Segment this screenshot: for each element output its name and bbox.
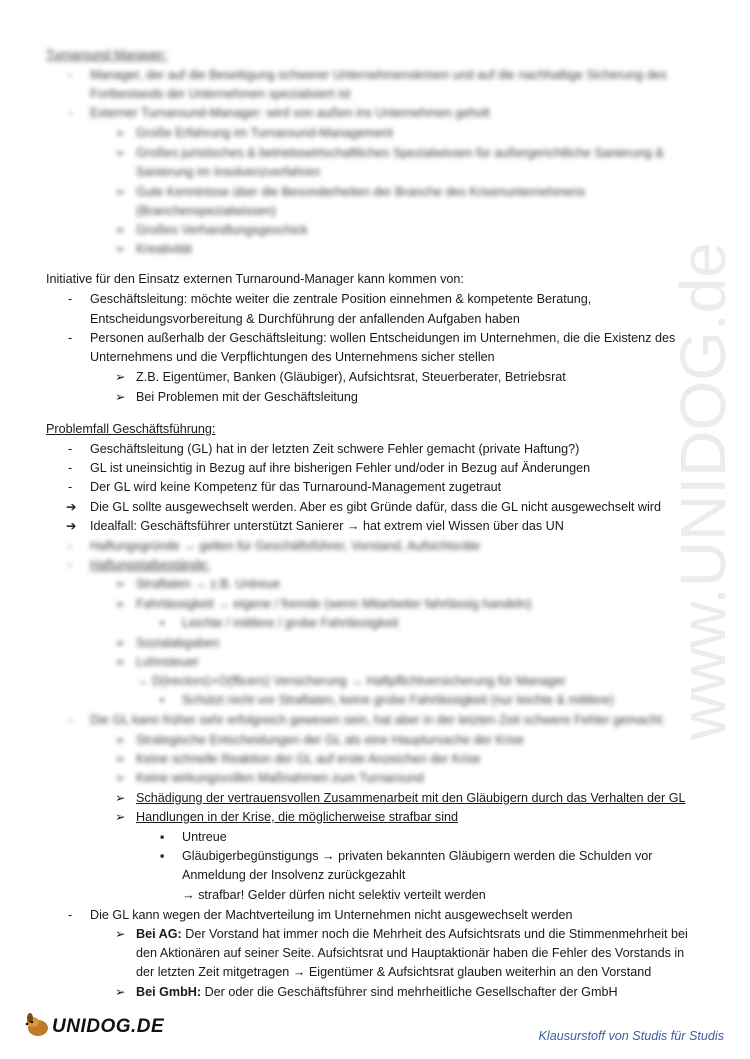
bottom-line: Schädigung der vertrauensvollen Zusammenarbeit mit den Gläubigern durch das Verhalten der GL <box>136 791 686 805</box>
blurred-line: Großes Verhandlungsgeschick <box>136 223 308 237</box>
problem-line: Geschäftsleitung (GL) hat in der letzten Zeit schwere Fehler gemacht (private Haftung?) <box>90 442 580 456</box>
blurred-line: Keine wirkungsvollen Maßnahmen zum Turnaround <box>136 771 424 785</box>
initiative-line: Bei Problemen mit der Geschäftsleitung <box>136 390 358 404</box>
blurred-line: Große Erfahrung im Turnaround-Management <box>136 126 393 140</box>
problem-line: Idealfall: Geschäftsführer unterstützt Sanierer → hat extrem viel Wissen über das UN <box>90 519 564 533</box>
arrow-bullet: ➢ <box>115 126 126 140</box>
arrow-bullet: ➢ <box>115 390 126 404</box>
watermark: www.UNIDOG.de <box>667 242 739 740</box>
arrow-bullet: ➢ <box>115 370 126 384</box>
bottom-line: Handlungen in der Krise, die möglicherweise strafbar sind <box>136 810 459 824</box>
arrow-bullet: ➢ <box>115 577 126 591</box>
gmbh-label: Bei GmbH: <box>136 985 202 999</box>
gmbh-text: Der oder die Geschäftsführer sind mehrheitliche Gesellschafter der GmbH <box>201 985 618 999</box>
bottom-line <box>136 925 688 945</box>
logo-text: UNIDOG.DE <box>52 1016 165 1037</box>
blurred-line: Externer Turnaround-Manager: wird von außen ins Unternehmen geholt <box>90 106 490 120</box>
arrow-bullet: ➢ <box>115 985 126 999</box>
initiative-line: Z.B. Eigentümer, Banken (Gläubiger), Aufsichtsrat, Steuerberater, Betriebsrat <box>136 370 566 384</box>
bottom-line: Gläubigerbegünstigungs → privaten bekannten Gläubigern werden die Schulden vor <box>182 849 653 863</box>
bottom-line: → strafbar! Gelder dürfen nicht selektiv verteilt werden <box>182 888 486 902</box>
ag-label: Bei AG: <box>136 927 182 941</box>
arrow-bullet: ➢ <box>115 242 126 256</box>
dash-bullet: - <box>68 68 73 82</box>
bottom-line: der letzten Zeit mitgetragen → Eigentümer & Aufsichtsrat glauben weiterhin an den Vorstand <box>136 965 652 979</box>
arrow-bullet: ➢ <box>115 636 126 650</box>
initiative-line: Geschäftsleitung: möchte weiter die zentrale Position einnehmen & kompetente Beratung, <box>90 292 592 306</box>
blurred-line: Die GL kann früher sehr erfolgreich gewesen sein, hat aber in der letzten Zeit schwere Fehler gemacht: <box>90 713 665 727</box>
dash-bullet: - <box>68 331 73 345</box>
blurred-line: Haftungsgründe → gelten für Geschäftsführer, Vorstand, Aufsichtsräte <box>90 539 480 553</box>
dash-bullet: - <box>68 106 73 120</box>
dash-bullet: - <box>68 558 73 572</box>
dash-bullet: - <box>68 713 73 727</box>
arrow-bullet: ➢ <box>115 927 126 941</box>
bottom-line: Die GL kann wegen der Machtverteilung im Unternehmen nicht ausgewechselt werden <box>90 908 573 922</box>
footer-tagline: Klausurstoff von Studis für Studis <box>538 1029 724 1043</box>
dash-bullet: - <box>68 442 73 456</box>
blurred-line: Keine schnelle Reaktion der GL auf erste Anzeichen der Krise <box>136 752 481 766</box>
arrow-bullet: ➢ <box>115 791 126 805</box>
square-bullet: ▪ <box>160 849 165 863</box>
initiative-intro: Initiative für den Einsatz externen Turnaround-Manager kann kommen von: <box>46 272 464 286</box>
blurred-line: (Branchenspezialwissen) <box>136 204 276 218</box>
dash-bullet: - <box>68 480 73 494</box>
bold-arrow-icon: ➔ <box>66 519 77 533</box>
blurred-line: Lohnsteuer <box>136 655 200 669</box>
blurred-line: Leichte / mittlere / grobe Fahrlässigkeit <box>182 616 399 630</box>
arrow-bullet: ➢ <box>115 185 126 199</box>
blurred-line: Sanierung im Insolvenzverfahren <box>136 165 321 179</box>
problem-line: Die GL sollte ausgewechselt werden. Aber es gibt Gründe dafür, dass die GL nicht ausgewechselt wird <box>90 500 661 514</box>
bottom-line: Anmeldung der Insolvenz zurückgezahlt <box>182 868 406 882</box>
arrow-bullet: ➢ <box>115 223 126 237</box>
blurred-heading: Turnaround Manager: <box>46 48 168 62</box>
blurred-line: Gute Kenntnisse über die Besonderheiten der Branche des Krisenunternehmens <box>136 185 586 199</box>
blurred-line: → D(irectors)+O(fficers) Versicherung → Haftpflichtversicherung für Manager <box>136 674 566 688</box>
bottom-line: Untreue <box>182 830 227 844</box>
blurred-line: Straftaten → z.B. Untreue <box>136 577 281 591</box>
arrow-bullet: ➢ <box>115 752 126 766</box>
arrow-bullet: ➢ <box>115 733 126 747</box>
arrow-bullet: ➢ <box>115 655 126 669</box>
initiative-line: Unternehmens und die Verpflichtungen des Unternehmens sicher stellen <box>90 350 495 364</box>
arrow-bullet: ➢ <box>115 810 126 824</box>
blurred-line: Strategische Entscheidungen der GL als eine Hauptursache der Krise <box>136 733 525 747</box>
dash-bullet: - <box>68 908 73 922</box>
square-bullet: ▪ <box>160 693 165 707</box>
blurred-line: Kreativität <box>136 242 192 256</box>
dash-bullet: - <box>68 539 73 553</box>
dash-bullet: - <box>68 461 73 475</box>
problem-line: Der GL wird keine Kompetenz für das Turnaround-Management zugetraut <box>90 480 502 494</box>
bold-arrow-icon: ➔ <box>66 500 77 514</box>
problem-line: GL ist uneinsichtig in Bezug auf ihre bisherigen Fehler und/oder in Bezug auf Änderungen <box>90 461 591 475</box>
arrow-bullet: ➢ <box>115 146 126 160</box>
blurred-line: Manager, der auf die Beseitigung schwerer Unternehmenskrisen und auf die nachhaltige Sicherung des <box>90 68 667 82</box>
arrow-bullet: ➢ <box>115 771 126 785</box>
bottom-line <box>136 983 618 1003</box>
dog-logo-icon <box>24 1010 54 1040</box>
blurred-line: Fortbestands der Unternehmen spezialisiert ist <box>90 87 351 101</box>
dash-bullet: - <box>68 292 73 306</box>
initiative-line: Personen außerhalb der Geschäftsleitung: wollen Entscheidungen im Unternehmen, die die Existenz des <box>90 331 676 345</box>
blurred-line: Großes juristisches & betriebswirtschaftliches Spezialwissen für außergerichtliche Sanierung & <box>136 146 664 160</box>
blurred-line: Sozialabgaben <box>136 636 220 650</box>
initiative-line: Entscheidungsvorbereitung & Durchführung der anfallenden Aufgaben haben <box>90 312 520 326</box>
problem-heading: Problemfall Geschäftsführung: <box>46 422 216 436</box>
blurred-line: Fahrlässigkeit → eigene / fremde (wenn Mitarbeiter fahrlässig handeln) <box>136 597 532 611</box>
bottom-line: den Aktionären auf seiner Seite. Aufsichtsrat und Hauptaktionär haben die Fehler des Vorstands in <box>136 946 685 960</box>
square-bullet: ▪ <box>160 616 165 630</box>
square-bullet: ▪ <box>160 830 165 844</box>
arrow-bullet: ➢ <box>115 597 126 611</box>
blurred-line: Schützt nicht vor Straftaten, keine grobe Fahrlässigkeit (nur leichte & mittlere) <box>182 693 614 707</box>
ag-text: Der Vorstand hat immer noch die Mehrheit des Aufsichtsrats und die Stimmenmehrheit bei <box>181 927 688 941</box>
blurred-line: Haftungstatbestände: <box>90 558 210 572</box>
